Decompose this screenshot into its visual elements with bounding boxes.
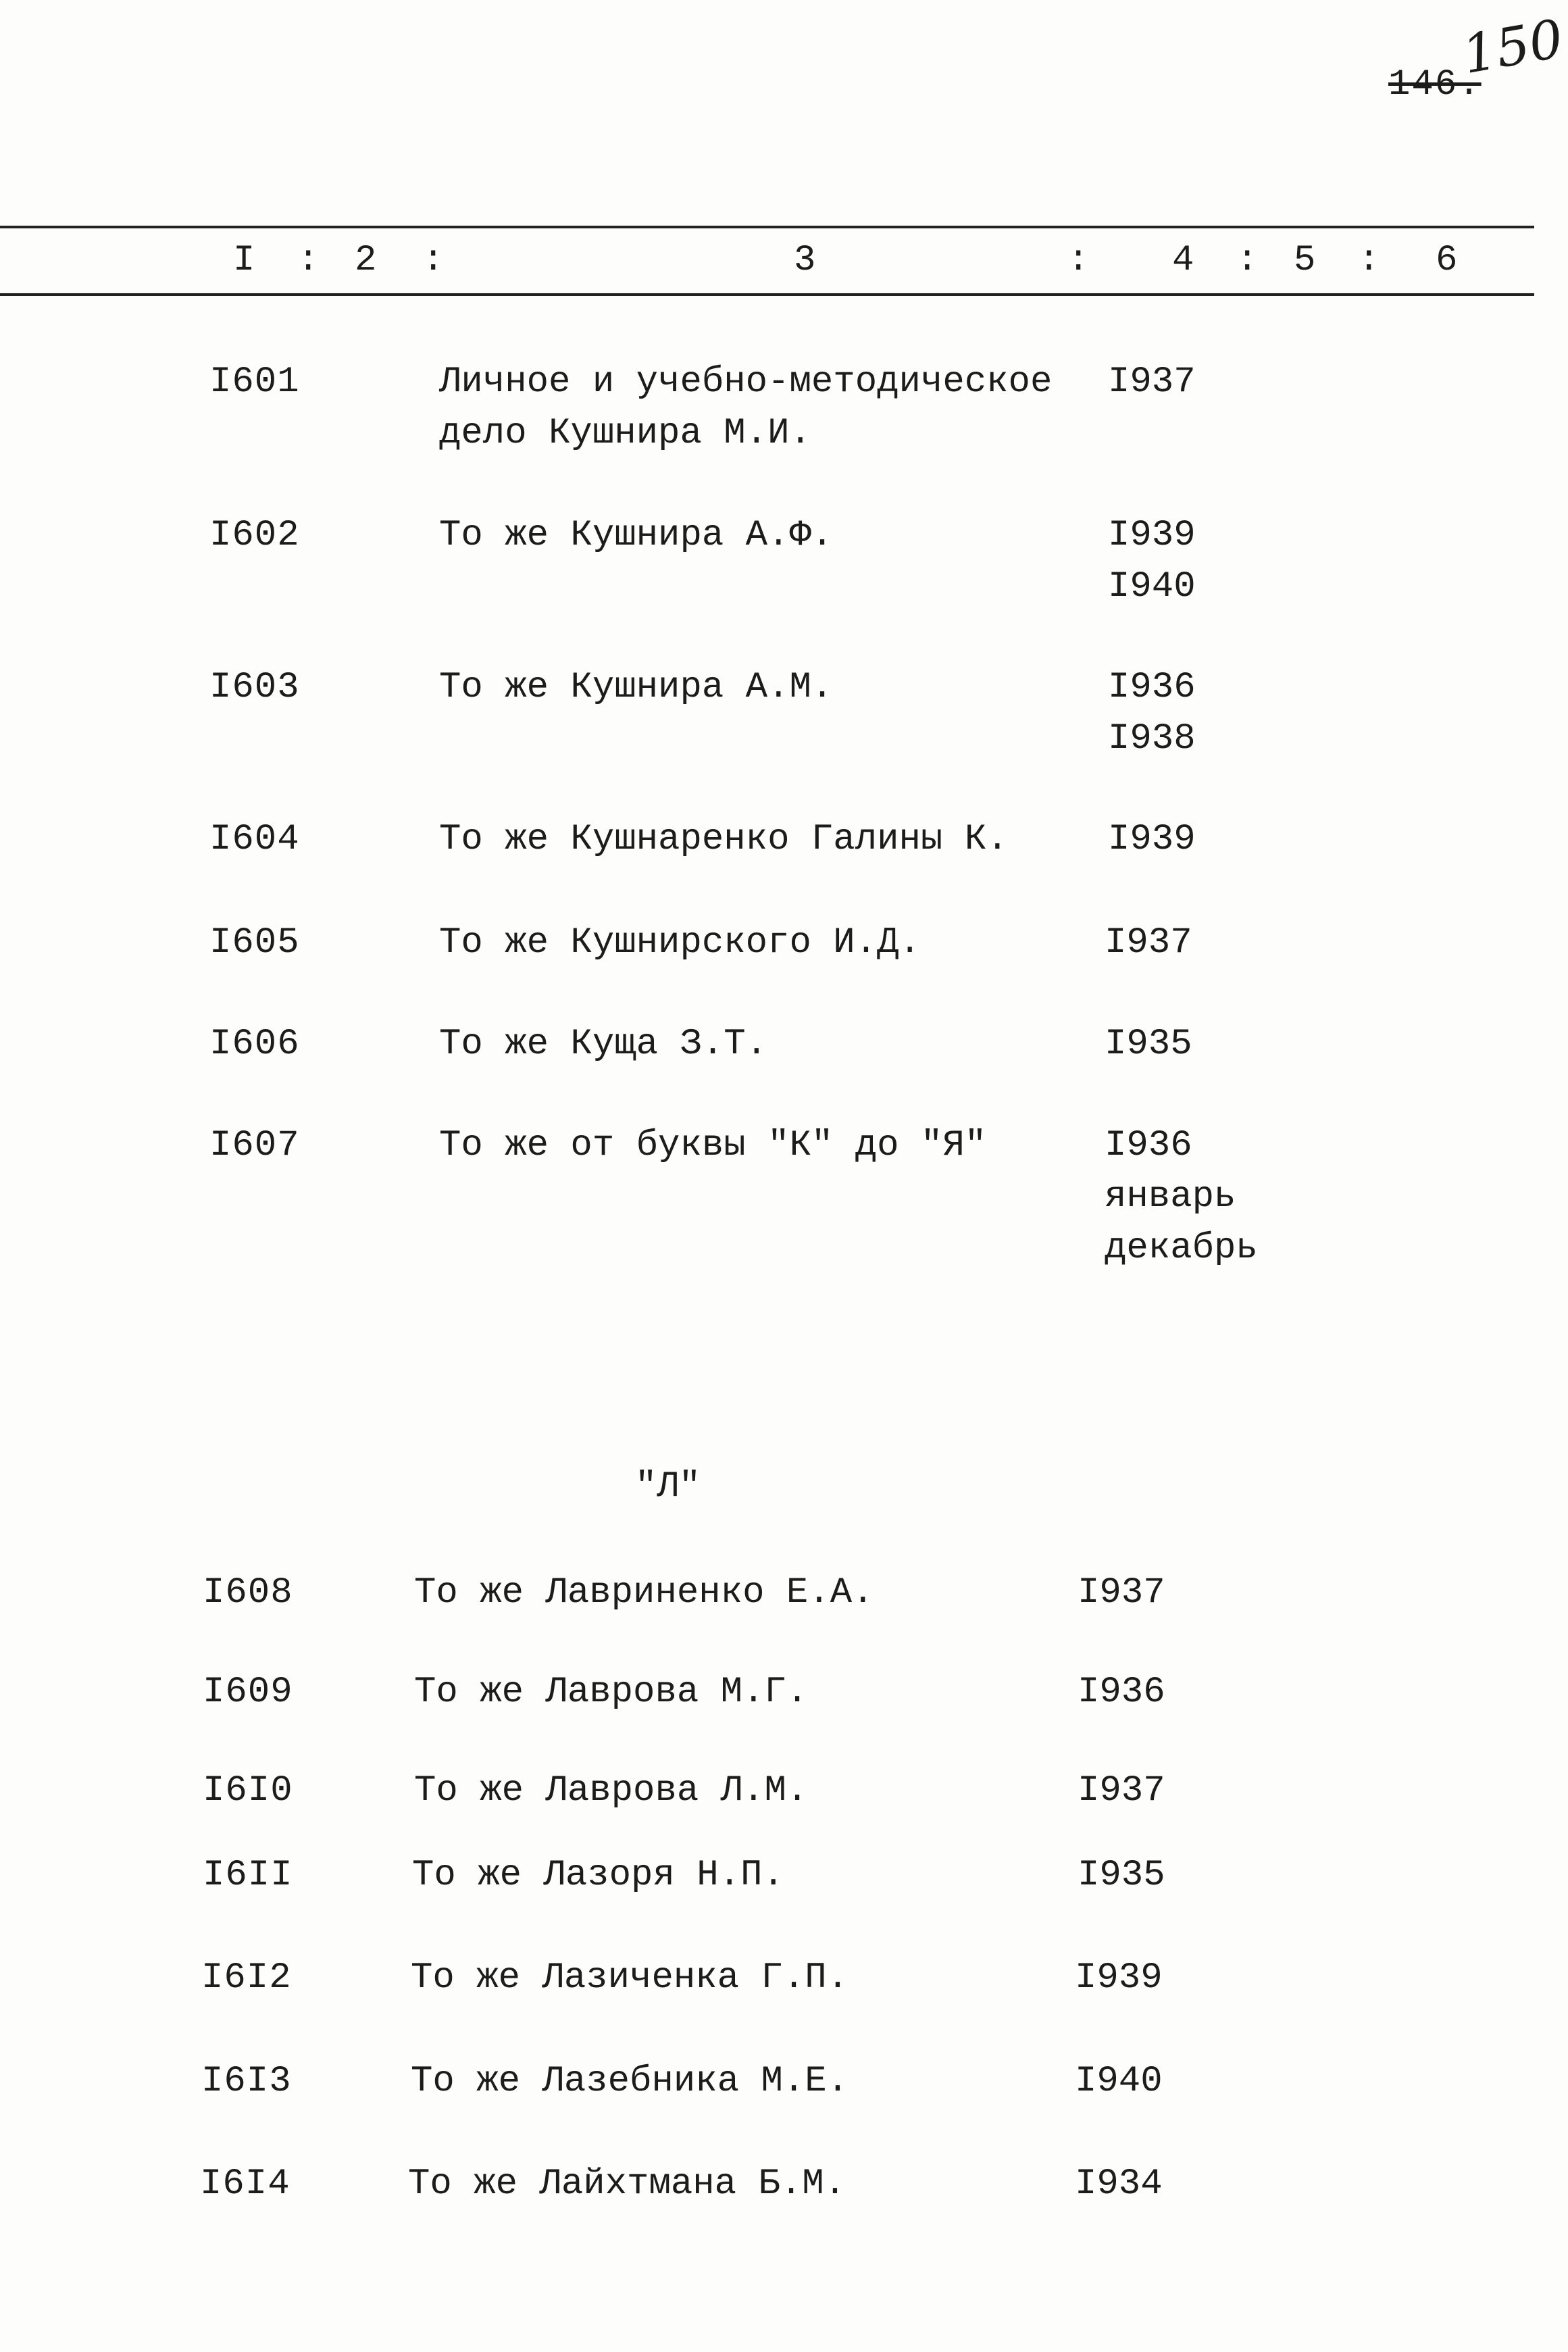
item-number: I6I3: [201, 2061, 292, 2102]
item-title-line: То же Куща З.Т.: [439, 1024, 768, 1065]
item-year: I935: [1105, 1024, 1192, 1065]
item-year: I940: [1075, 2061, 1163, 2102]
section-letter-heading: "Л": [635, 1466, 701, 1507]
item-title-line: дело Кушнира М.И.: [439, 413, 811, 454]
item-number: I6I0: [203, 1770, 293, 1811]
item-month-start: январь: [1105, 1176, 1236, 1218]
item-year: I936: [1108, 667, 1196, 708]
item-title-line: То же Кушнира А.М.: [439, 667, 834, 708]
handwritten-sheet-number: 150: [1458, 8, 1568, 86]
item-number: I608: [203, 1572, 293, 1613]
column-header-2: 2: [355, 240, 377, 281]
item-year: I935: [1078, 1855, 1165, 1896]
column-separator: :: [1358, 240, 1380, 281]
column-header-6: 6: [1436, 240, 1458, 281]
column-separator: :: [1236, 240, 1259, 281]
item-month-end: декабрь: [1105, 1228, 1258, 1269]
column-header-1: I: [233, 240, 255, 281]
column-header-4: 4: [1172, 240, 1194, 281]
table-header-bottom-rule: [0, 293, 1534, 296]
item-number: I602: [209, 515, 300, 556]
item-number: I6II: [203, 1855, 293, 1896]
item-year: I937: [1078, 1770, 1165, 1811]
item-title-line: Личное и учебно-методическое: [439, 361, 1053, 403]
item-title-line: То же Лазебника М.Е.: [411, 2061, 849, 2102]
column-header-3: 3: [794, 240, 816, 281]
item-year: I937: [1108, 361, 1196, 403]
item-year: I939: [1075, 1957, 1163, 1999]
table-header-top-rule: [0, 226, 1534, 228]
item-title-line: То же Лазиченка Г.П.: [411, 1957, 849, 1999]
item-title-line: То же Лаврова М.Г.: [414, 1672, 809, 1713]
item-year: I934: [1075, 2163, 1163, 2205]
column-separator: :: [297, 240, 320, 281]
item-number: I6I4: [200, 2163, 290, 2205]
item-number: I603: [209, 667, 300, 708]
column-separator: :: [422, 240, 445, 281]
item-title-line: То же Кушнаренко Галины К.: [439, 819, 1009, 860]
item-year: I940: [1108, 566, 1196, 607]
item-number: I601: [209, 361, 300, 403]
column-header-5: 5: [1294, 240, 1316, 281]
item-title-line: То же Кушнира А.Ф.: [439, 515, 834, 556]
item-year: I936: [1078, 1672, 1165, 1713]
item-year: I939: [1108, 515, 1196, 556]
page-number: 146.: [1388, 64, 1482, 105]
item-year: I938: [1108, 718, 1196, 759]
item-title-line: То же от буквы "К" до "Я": [439, 1125, 987, 1166]
item-number: I604: [209, 819, 300, 860]
item-number: I607: [209, 1125, 300, 1166]
item-year: I939: [1108, 819, 1196, 860]
column-separator: :: [1067, 240, 1090, 281]
item-title-line: То же Лавриненко Е.А.: [414, 1572, 874, 1613]
item-number: I605: [209, 922, 300, 964]
item-title-line: То же Кушнирского И.Д.: [439, 922, 921, 964]
item-title-line: То же Лаврова Л.М.: [414, 1770, 809, 1811]
item-number: I609: [203, 1672, 293, 1713]
item-title-line: То же Лазоря Н.П.: [412, 1855, 784, 1896]
item-year: I937: [1105, 922, 1192, 964]
item-year: I937: [1078, 1572, 1165, 1613]
item-year: I936: [1105, 1125, 1192, 1166]
column-header-row: [0, 240, 1534, 287]
item-number: I6I2: [201, 1957, 292, 1999]
item-title-line: То же Лайхтмана Б.М.: [408, 2163, 846, 2205]
item-number: I606: [209, 1024, 300, 1065]
